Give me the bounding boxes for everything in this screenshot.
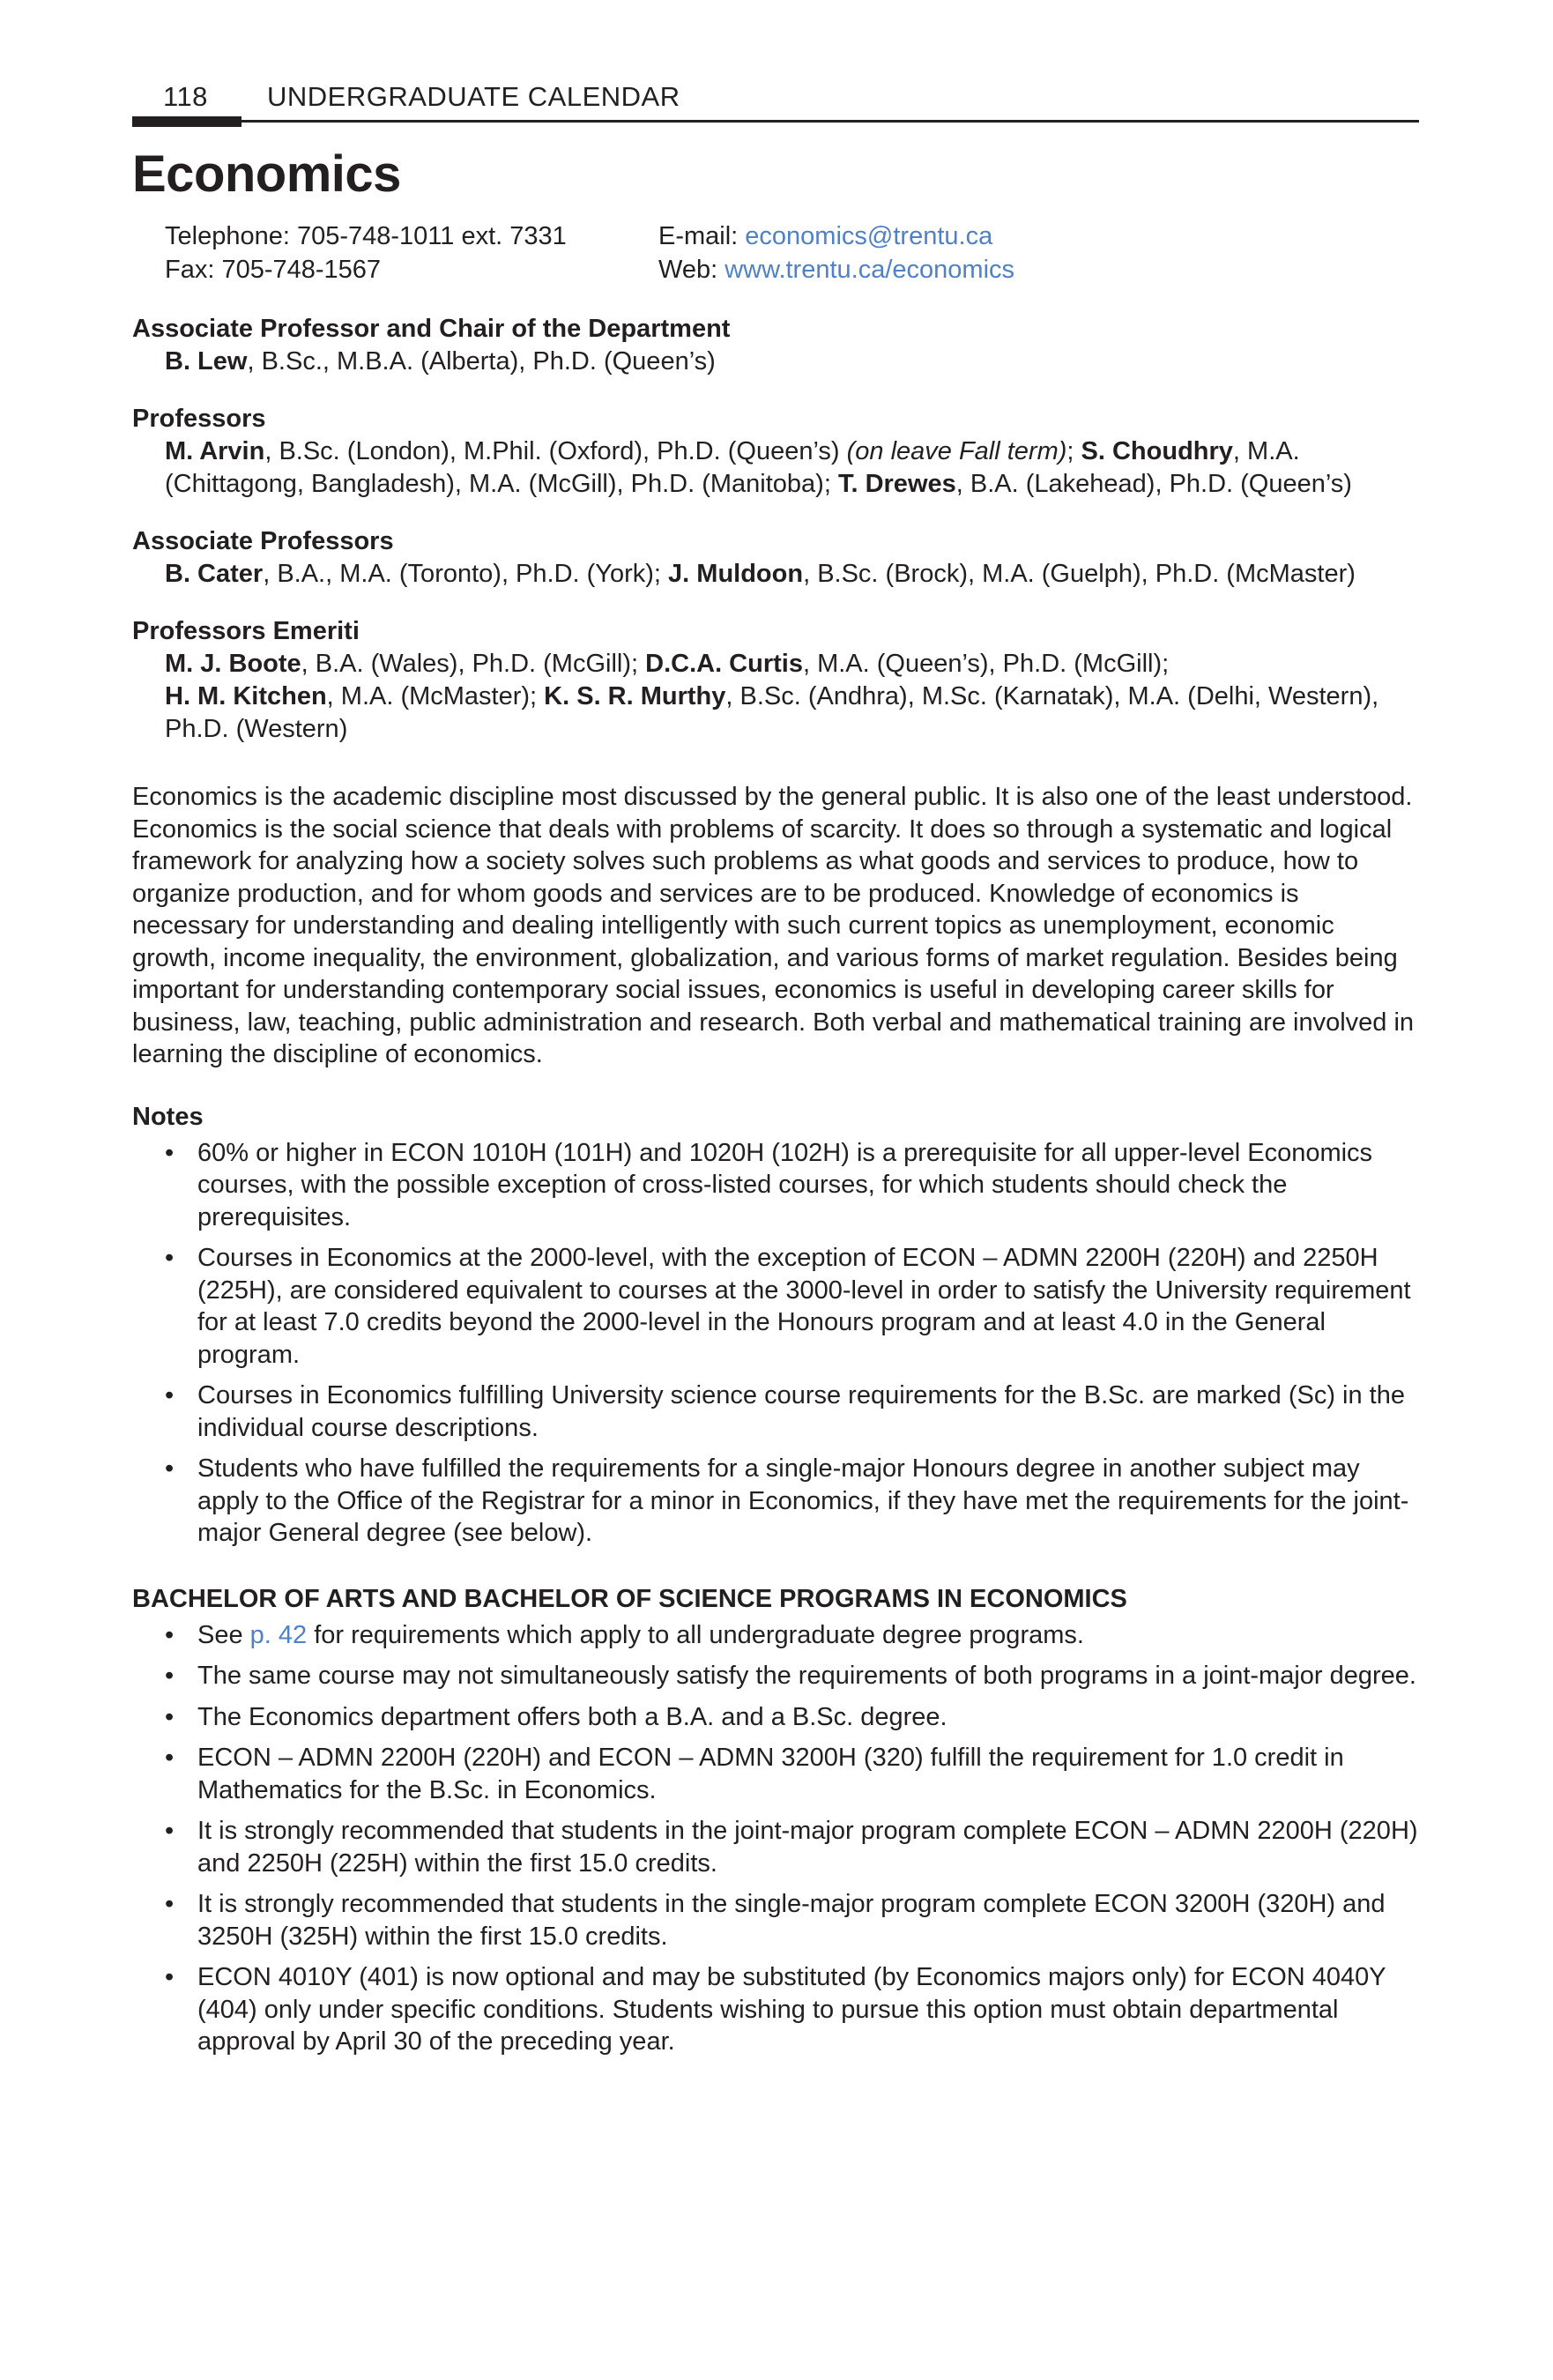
emeriti-entries: M. J. Boote, B.A. (Wales), Ph.D. (McGill); D.C.A. Curtis, M.A. (Queen’s), Ph.D. (McGill); H. M. Kitchen, M.A. (McMaster); K. S. R. Murthy, B.Sc. (Andhra), M.Sc. (Karnatak), M.A. (Delhi, Western), Ph.D. (Western) <box>165 650 1379 743</box>
page-reference-link[interactable]: p. 42 <box>249 1620 308 1649</box>
contact-block <box>165 219 1419 286</box>
list-item: • The same course may not simultaneously satisfy the requirements of both programs in a joint-major degree. <box>132 1660 1419 1692</box>
programs-heading: BACHELOR OF ARTS AND BACHELOR OF SCIENCE PROGRAMS IN ECONOMICS <box>132 1584 1127 1613</box>
page-number: 118 <box>163 81 208 112</box>
email-link[interactable]: economics@trentu.ca <box>745 222 993 250</box>
list-item: • Courses in Economics at the 2000-level, with the exception of ECON – ADMN 2200H (220H) and 2250H (225H), are considered equivalent to courses at the 3000-level in order to satisfy the University requirement for at least 7.0 credits beyond the 2000-level in the Honours program and at least 4.0 in the General program. <box>132 1242 1419 1371</box>
page-title: Economics <box>132 145 401 203</box>
notes-list <box>132 1137 1419 1550</box>
professors-heading: Professors <box>132 405 266 433</box>
list-item: • Students who have fulfilled the requirements for a single-major Honours degree in another subject may apply to the Office of the Registrar for a minor in Economics, if they have met the requirements for the joint-major General degree (see below). <box>132 1453 1419 1550</box>
notes-heading: Notes <box>132 1102 204 1131</box>
list-item: • The Economics department offers both a B.A. and a B.Sc. degree. <box>132 1701 1419 1734</box>
emeriti-section <box>132 615 1419 746</box>
chair-heading: Associate Professor and Chair of the Department <box>132 315 731 343</box>
professors-section <box>132 403 1419 501</box>
running-title: UNDERGRADUATE CALENDAR <box>267 81 680 112</box>
web-link[interactable]: www.trentu.ca/economics <box>724 256 1015 284</box>
chair-entry: B. Lew, B.Sc., M.B.A. (Alberta), Ph.D. (Queen’s) <box>165 347 716 376</box>
email-line: E-mail: economics@trentu.ca <box>658 222 993 250</box>
list-item: • 60% or higher in ECON 1010H (101H) and 1020H (102H) is a prerequisite for all upper-level Economics courses, with the possible exception of cross-listed courses, for which students should check the prerequisites. <box>132 1137 1419 1234</box>
list-item: • It is strongly recommended that students in the joint-major program complete ECON – ADMN 2200H (220H) and 2250H (225H) within the first 15.0 credits. <box>132 1815 1419 1879</box>
list-item: • ECON – ADMN 2200H (220H) and ECON – ADMN 3200H (320) fulfill the requirement for 1.0 credit in Mathematics for the B.Sc. in Economics. <box>132 1742 1419 1806</box>
intro-paragraph: Economics is the academic discipline most discussed by the general public. It is also one of the least understood. Economics is the social science that deals with problems of scarcity. It does so through a systematic and logical framework for analyzing how a society solves such problems as what goods and services to produce, how to organize production, and for whom goods and services are to be produced. Knowledge of economics is necessary for understanding and dealing intelligently with such current topics as unemployment, economic growth, income inequality, the environment, globalization, and various forms of market regulation. Besides being important for understanding contemporary social issues, economics is useful in developing career skills for business, law, teaching, public administration and research. Both verbal and mathematical training are involved in learning the discipline of economics. <box>132 783 1415 1068</box>
emeriti-heading: Professors Emeriti <box>132 617 360 645</box>
list-item: • It is strongly recommended that students in the single-major program complete ECON 3200H (320H) and 3250H (325H) within the first 15.0 credits. <box>132 1888 1419 1952</box>
programs-list <box>132 1619 1419 2058</box>
list-item: • Courses in Economics fulfilling University science course requirements for the B.Sc. are marked (Sc) in the individual course descriptions. <box>132 1380 1419 1444</box>
web-line: Web: www.trentu.ca/economics <box>658 256 1015 284</box>
professors-entries: M. Arvin, B.Sc. (London), M.Phil. (Oxford), Ph.D. (Queen’s) (on leave Fall term); S. Choudhry, M.A. (Chittagong, Bangladesh), M.A. (McGill), Ph.D. (Manitoba); T. Drewes, B.A. (Lakehead), Ph.D. (Queen’s) <box>165 437 1352 498</box>
list-item: • ECON 4010Y (401) is now optional and may be substituted (by Economics majors only) for ECON 4040Y (404) only under specific conditions. Students wishing to pursue this option must obtain departmental approval by April 30 of the preceding year. <box>132 1961 1419 2058</box>
header-rule <box>132 116 1419 127</box>
list-item: • See p. 42 for requirements which apply to all undergraduate degree programs. <box>132 1619 1419 1652</box>
telephone: Telephone: 705-748-1011 ext. 7331 <box>165 222 567 250</box>
running-header <box>132 81 1419 113</box>
associate-heading: Associate Professors <box>132 527 394 555</box>
fax: Fax: 705-748-1567 <box>165 256 382 284</box>
page <box>132 81 1419 2067</box>
chair-section <box>132 313 1419 378</box>
associate-entries: B. Cater, B.A., M.A. (Toronto), Ph.D. (York); J. Muldoon, B.Sc. (Brock), M.A. (Guelph), Ph.D. (McMaster) <box>165 560 1356 588</box>
associate-section <box>132 525 1419 591</box>
